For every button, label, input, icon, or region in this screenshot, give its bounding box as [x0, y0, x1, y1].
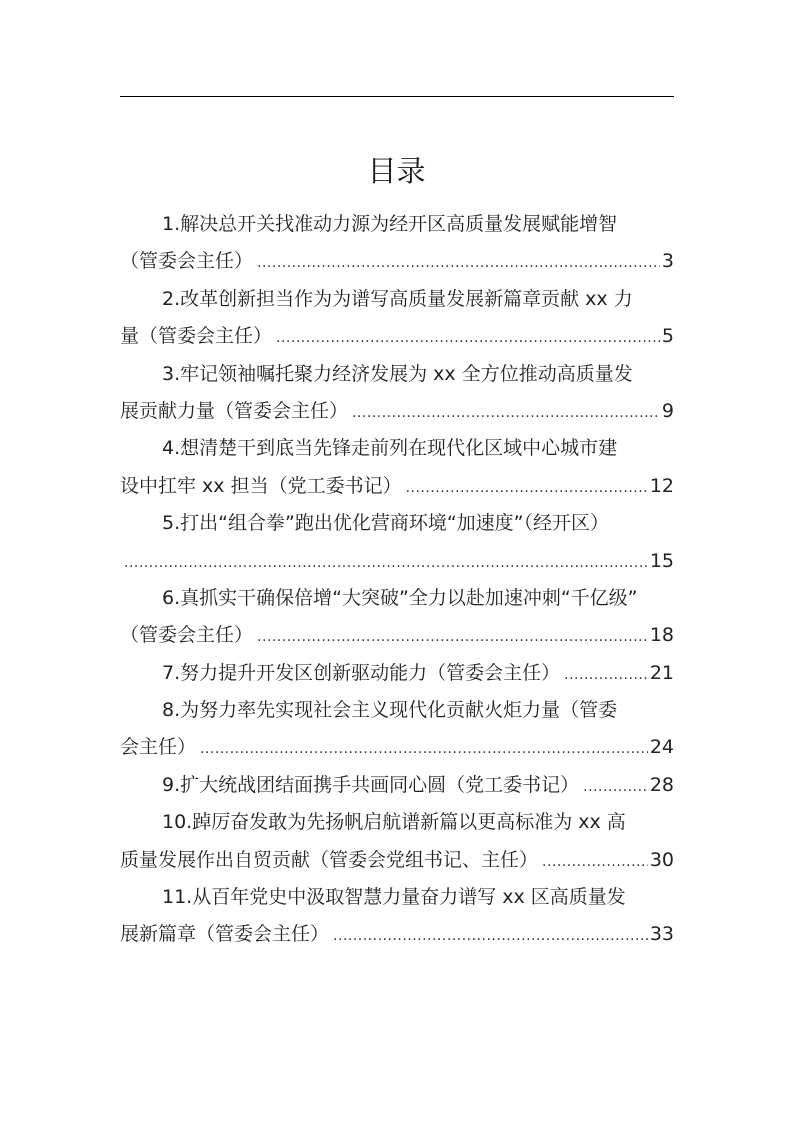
toc-entry-5[interactable]	[120, 505, 674, 580]
header-rule	[120, 96, 674, 97]
toc-page-number: 3	[661, 250, 674, 273]
dot-leader	[583, 769, 648, 804]
toc-entry-title: 11.从百年党史中汲取智慧力量奋力谱写 xx 区高质量发	[162, 886, 626, 909]
toc-page-number: 21	[649, 661, 674, 684]
toc-page-number: 30	[649, 848, 674, 871]
dot-leader	[542, 844, 648, 879]
toc-entry-title: 6.真抓实干确保倍增“大突破”全力以赴加速冲刺“千亿级”	[162, 586, 638, 609]
toc-entry-9[interactable]	[120, 767, 674, 804]
toc-entry-continuation: 展贡献力量（管委会主任） ..... 9	[120, 393, 674, 430]
toc-entry-11[interactable]	[120, 879, 674, 954]
toc-entry-title: 5.打出“组合拳”跑出优化营商环境“加速度”（经开区）	[162, 512, 610, 535]
toc-entry-3[interactable]	[120, 356, 674, 431]
toc-title: 目录	[367, 154, 426, 188]
toc-entry-1[interactable]	[120, 206, 674, 281]
toc-entry-continuation	[120, 543, 674, 580]
dot-leader	[200, 731, 648, 766]
toc-entry-title: 8.为努力率先实现社会主义现代化贡献火炬力量（管委	[162, 699, 618, 722]
toc-entry-2[interactable]	[120, 281, 674, 356]
dot-leader	[257, 619, 648, 654]
toc-page-number: 15	[649, 549, 674, 572]
toc-entry-title: 10.踔厉奋发敢为先扬帆启航谱新篇以更高标准为 xx 高	[162, 811, 626, 834]
dot-leader	[564, 657, 648, 692]
toc-page-number: 33	[649, 923, 674, 946]
toc-entry-10[interactable]	[120, 804, 674, 879]
toc-entry-title: 3.牢记领袖嘱托聚力经济发展为 xx 全方位推动高质量发	[162, 362, 633, 385]
toc-entry-title: 9.扩大统战团结面携手共画同心圆（党工委书记） ..... 28	[120, 767, 674, 804]
dot-leader	[406, 470, 648, 505]
toc-entry-8[interactable]	[120, 692, 674, 767]
toc-entry-title: 7.努力提升开发区创新驱动能力（管委会主任） ..... 21	[120, 655, 674, 692]
toc-entry-7[interactable]	[120, 655, 674, 692]
toc-page-number: 5	[661, 325, 674, 348]
toc-entry-continuation: 会主任） ..... 24	[120, 729, 674, 766]
toc-page-number: 9	[661, 399, 674, 422]
toc-page-number: 24	[649, 736, 674, 759]
toc-page-number: 18	[649, 624, 674, 647]
toc-entry-continuation: （管委会主任） ..... 3	[120, 243, 674, 280]
dot-leader	[276, 320, 660, 355]
toc-entry-continuation: 设中扛牢 xx 担当（党工委书记） ..... 12	[120, 468, 674, 505]
toc-entry-title: 1.解决总开关找准动力源为经开区高质量发展赋能增智	[162, 213, 618, 235]
dot-leader	[352, 395, 660, 430]
toc-entry-continuation: （管委会主任） ..... 18	[120, 617, 674, 654]
toc-entry-title: 2.改革创新担当作为为谱写高质量发展新篇章贡献 xx 力	[162, 287, 633, 310]
toc-entry-continuation: 质量发展作出自贸贡献（管委会党组书记、主任） ..... 30	[120, 842, 674, 879]
dot-leader	[333, 918, 648, 953]
toc-entry-continuation: 展新篇章（管委会主任） ..... 33	[120, 916, 674, 953]
dot-leader	[257, 245, 660, 280]
toc-entry-title: 4.想清楚干到底当先锋走前列在现代化区域中心城市建	[162, 437, 618, 460]
toc-page-number: 12	[649, 474, 674, 497]
toc-entry-4[interactable]	[120, 430, 674, 505]
table-of-contents	[120, 206, 674, 954]
dot-leader	[124, 545, 648, 580]
toc-page-number: 28	[649, 773, 674, 796]
toc-entry-continuation: 量（管委会主任） ..... 5	[120, 318, 674, 355]
toc-entry-6[interactable]	[120, 580, 674, 655]
